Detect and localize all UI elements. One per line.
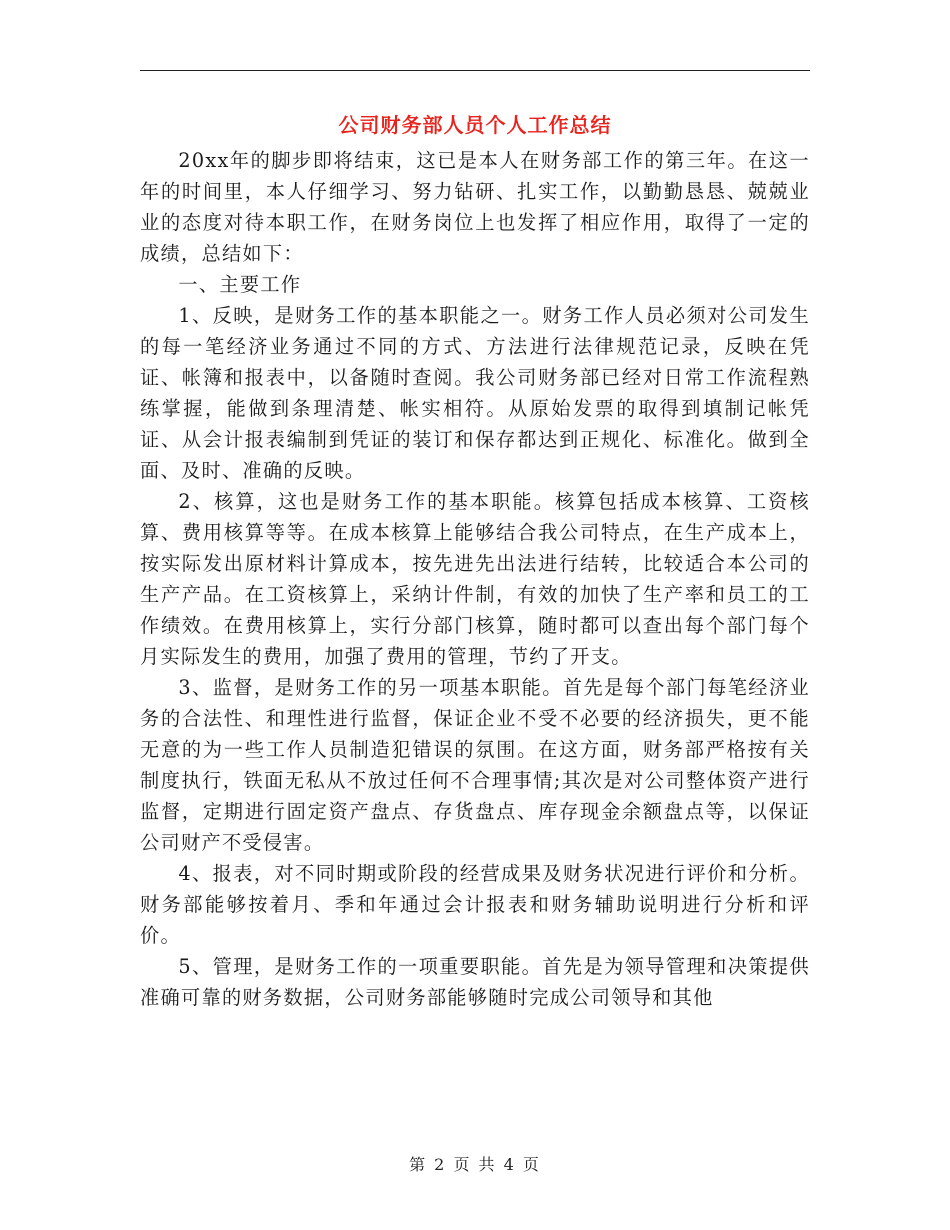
paragraph-item-3: 3、监督，是财务工作的另一项基本职能。首先是每个部门每笔经济业务的合法性、和理性进行监督，保证企业不受不必要的经济损失，更不能无意的为一些工作人员制造犯错误的氛围。在这方面，财务部严格按有关制度执行，铁面无私从不放过任何不合理事情;其次是对公司整体资产进行监督，定期进行固定资产盘点、存货盘点、库存现金余额盘点等，以保证公司财产不受侵害。 <box>140 676 810 854</box>
page-number-footer: 第 2 页 共 4 页 <box>409 1155 541 1174</box>
paragraph-item-2: 2、核算，这也是财务工作的基本职能。核算包括成本核算、工资核算、费用核算等等。在成本核算上能够结合我公司特点，在生产成本上，按实际发出原材料计算成本，按先进先出法进行结转，比较适合本公司的生产产品。在工资核算上，采纳计件制，有效的加快了生产率和员工的工作绩效。在费用核算上，实行分部门核算，随时都可以查出每个部门每个月实际发生的费用，加强了费用的管理，节约了开支。 <box>140 490 810 668</box>
section-heading-main-work: 一、主要工作 <box>178 273 302 296</box>
document-title: 公司财务部人员个人工作总结 <box>338 113 612 137</box>
paragraph-intro: 20xx年的脚步即将结束，这已是本人在财务部工作的第三年。在这一年的时间里，本人仔细学习、努力钻研、扎实工作，以勤勤恳恳、兢兢业业的态度对待本职工作，在财务岗位上也发挥了相应作用，取得了一定的成绩，总结如下： <box>140 149 810 265</box>
paragraph-item-1: 1、反映，是财务工作的基本职能之一。财务工作人员必须对公司发生的每一笔经济业务通过不同的方式、方法进行法律规范记录，反映在凭证、帐簿和报表中，以备随时查阅。我公司财务部已经对日常工作流程熟练掌握，能做到条理清楚、帐实相符。从原始发票的取得到填制记帐凭证、从会计报表编制到凭证的装订和保存都达到正规化、标准化。做到全面、及时、准确的反映。 <box>140 304 810 482</box>
header-rule <box>140 70 810 71</box>
document-body <box>140 145 810 1013</box>
paragraph-item-5: 5、管理，是财务工作的一项重要职能。首先是为领导管理和决策提供准确可靠的财务数据，公司财务部能够随时完成公司领导和其他 <box>140 955 810 1009</box>
paragraph-item-4: 4、报表，对不同时期或阶段的经营成果及财务状况进行评价和分析。财务部能够按着月、季和年通过会计报表和财务辅助说明进行分析和评价。 <box>140 862 810 947</box>
